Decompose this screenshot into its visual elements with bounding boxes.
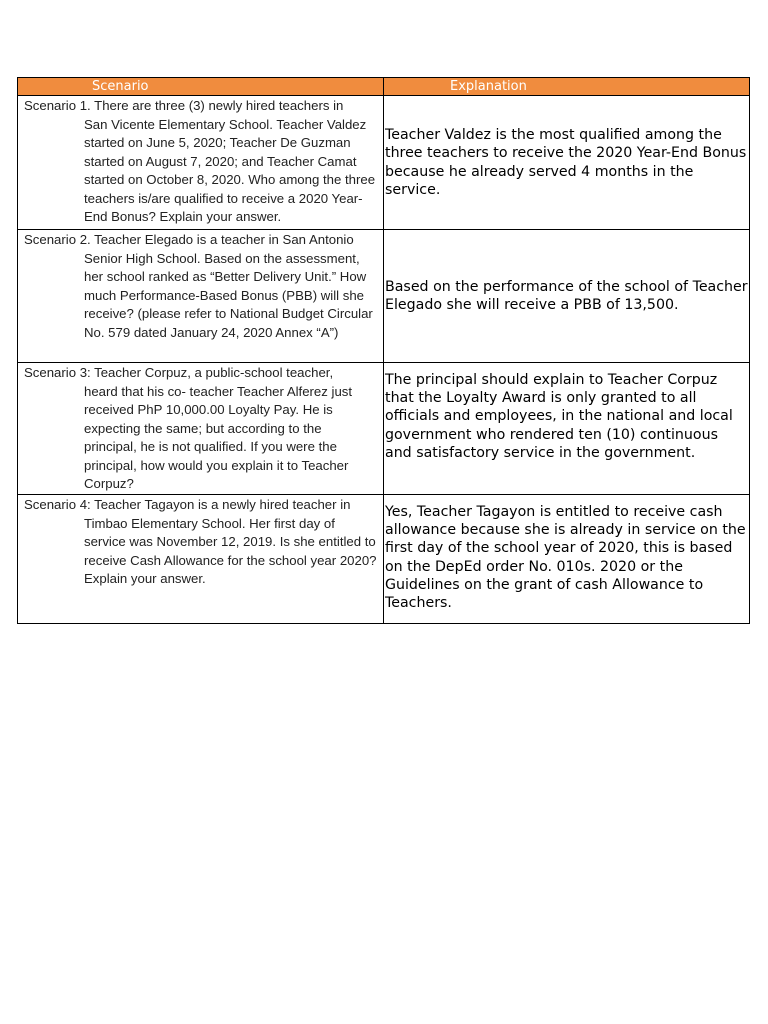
scenario-column-header: Scenario [18, 78, 384, 95]
table-header [18, 78, 749, 96]
table-row [18, 96, 749, 230]
scenario-lead: Scenario 2. Teacher Elegado is a teacher in San Antonio [24, 232, 354, 247]
scenario-lead: Scenario 1. There are three (3) newly hired teachers in [24, 98, 344, 113]
explanation-cell: Teacher Valdez is the most qualified among the three teachers to receive the 2020 Year-End Bonus because he already served 4 months in the service. [385, 127, 747, 198]
scenario-table [17, 77, 750, 624]
scenario-cell [18, 96, 384, 229]
explanation-column-header: Explanation [450, 79, 527, 94]
explanation-cell: The principal should explain to Teacher Corpuz that the Loyalty Award is only granted to all officials and employees, in the national and local government who rendered ten (10) continuous and satisfactory service in the government. [385, 372, 733, 461]
scenario-lead: Scenario 4: Teacher Tagayon is a newly hired teacher in [24, 497, 351, 512]
table-row [18, 495, 749, 624]
scenario-cell [18, 363, 384, 494]
scenario-text: Timbao Elementary School. Her first day of service was November 12, 2019. Is she entitled to receive Cash Allowance for the school year 2020? Explain your answer. [84, 515, 377, 586]
table-row [18, 230, 749, 363]
scenario-cell [18, 230, 384, 362]
table-row [18, 363, 749, 495]
scenario-cell [18, 495, 384, 623]
scenario-text: Senior High School. Based on the assessment, her school ranked as “Better Delivery Unit.” How much Performance-Based Bonus (PBB) will she receive? (please refer to National Budget Circular No. 579 dated January 24, 2020 Annex “A”) [84, 250, 373, 340]
scenario-text: San Vicente Elementary School. Teacher Valdez started on June 5, 2020; Teacher De Guzman started on August 7, 2020; and Teacher Camat started on October 8, 2020. Who among the three teachers is/are qualified to receive a 2020 Year-End Bonus? Explain your answer. [84, 116, 376, 224]
explanation-cell: Yes, Teacher Tagayon is entitled to receive cash allowance because she is already in service on the first day of the school year of 2020, this is based on the DepEd order No. 010s. 2020 or the Guidelines on the grant of cash Allowance to Teachers. [385, 504, 746, 612]
explanation-cell: Based on the performance of the school of Teacher Elegado she will receive a PBB of 13,500. [385, 278, 748, 313]
scenario-lead: Scenario 3: Teacher Corpuz, a public-school teacher, [24, 365, 334, 380]
scenario-text: heard that his co- teacher Teacher Alferez just received PhP 10,000.00 Loyalty Pay. He is expecting the same; but according to the principal, he is not qualified. If you were the principal, how would you explain it to Teacher Corpuz? [84, 383, 353, 491]
